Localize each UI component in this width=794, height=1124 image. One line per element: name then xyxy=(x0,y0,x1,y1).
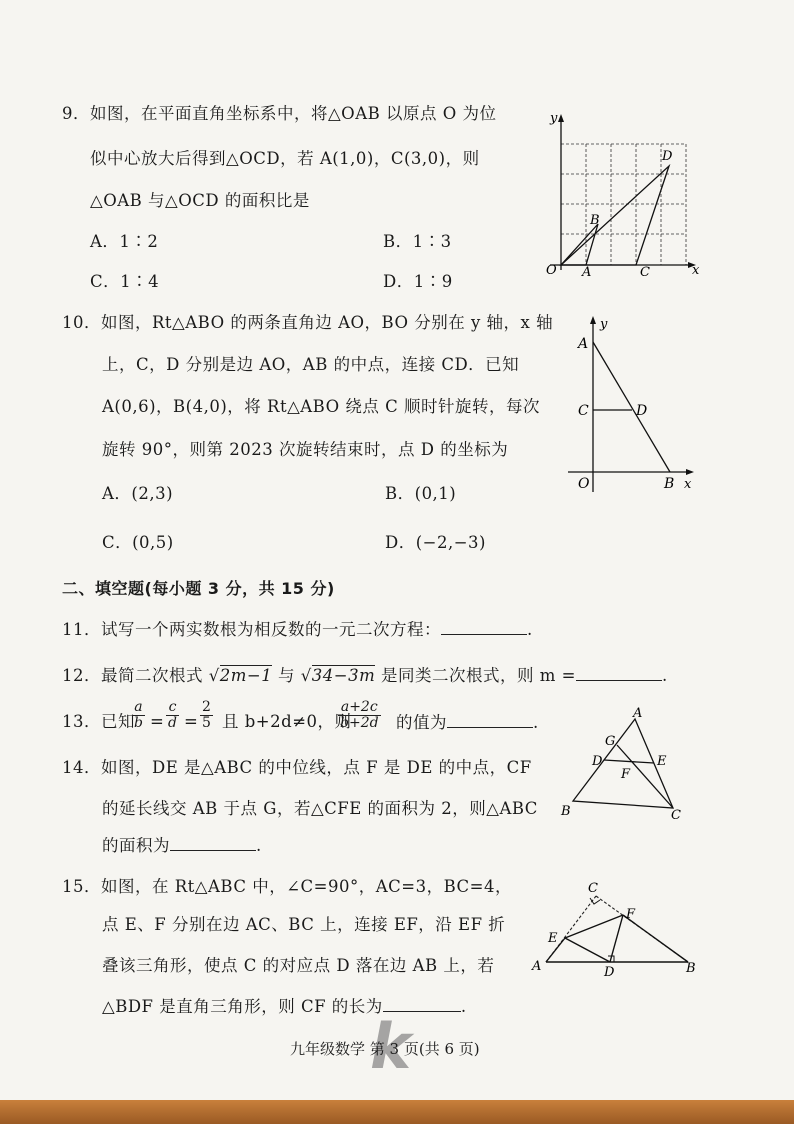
q9-option-a: A．1∶2 xyxy=(90,232,159,251)
q9-triangle-ocd xyxy=(561,166,669,265)
q13-f3-den: 5 xyxy=(202,715,211,731)
q13-fraction-target xyxy=(338,700,381,731)
q10-line4: 旋转 90°，则第 2023 次旋转结束时，点 D 的坐标为 xyxy=(102,440,509,459)
q15-line4: △BDF 是直角三角形，则 CF 的长为 xyxy=(102,997,383,1016)
q9-label-y: y xyxy=(550,111,558,126)
q14-answer-blank[interactable] xyxy=(170,834,256,851)
q13-answer-blank[interactable] xyxy=(447,711,533,728)
q14-label-f: F xyxy=(621,767,631,782)
desk-edge xyxy=(0,1100,794,1124)
q9-figure xyxy=(540,110,705,280)
q13-period: . xyxy=(533,713,539,732)
q10-label-o: O xyxy=(578,476,590,492)
q15-label-f: F xyxy=(626,907,636,922)
q14-line3-wrap xyxy=(102,834,262,857)
q15-label-e: E xyxy=(548,931,558,946)
q13-f3-num: 2 xyxy=(202,699,211,715)
q13-equals-2: = xyxy=(184,712,199,731)
q15-label-a: A xyxy=(532,959,542,974)
q12-radical-2: √34−3m xyxy=(300,666,376,685)
q9-option-d: D．1∶9 xyxy=(383,272,453,291)
q14-segment-de xyxy=(604,760,654,763)
q11-period: . xyxy=(527,620,533,639)
q10-option-b: B．(0,1) xyxy=(385,484,457,503)
q14-line3: 的面积为 xyxy=(102,836,170,855)
q10-label-d: D xyxy=(636,403,648,419)
q15-figure xyxy=(528,878,708,983)
q10-line3: A(0,6)，B(4,0)，将 Rt△ABO 绕点 C 顺时针旋转，每次 xyxy=(102,397,540,416)
q15-label-b: B xyxy=(686,961,696,976)
q14-line1: 14．如图，DE 是△ABC 的中位线，点 F 是 DE 的中点，CF xyxy=(62,758,532,777)
q15-label-c: C xyxy=(588,881,598,896)
q13-fraction-2-5 xyxy=(200,700,213,731)
q13-f1-den: b xyxy=(134,715,143,731)
q15-segment-ef xyxy=(565,915,623,938)
q11-answer-blank[interactable] xyxy=(441,618,527,635)
q13-condition: 且 b+2d≠0，则 xyxy=(222,712,352,731)
q9-option-b: B．1∶3 xyxy=(383,232,452,251)
q9-line3: △OAB 与△OCD 的面积比是 xyxy=(90,191,310,210)
q13-tail xyxy=(396,711,539,734)
q13-fraction-cd xyxy=(166,700,179,731)
q10-label-a: A xyxy=(578,336,589,352)
q13-f4-den: b+2d xyxy=(340,715,379,731)
q9-line2: 似中心放大后得到△OCD，若 A(1,0)，C(3,0)，则 xyxy=(90,149,480,168)
q14-label-b: B xyxy=(561,804,571,819)
q12-prefix: 12．最简二次根式 xyxy=(62,666,203,685)
q9-label-c: C xyxy=(640,265,650,280)
q13-suffix: 的值为 xyxy=(396,713,447,732)
q15-line2: 点 E、F 分别在边 AC、BC 上，连接 EF，沿 EF 折 xyxy=(102,915,506,934)
q10-line2: 上，C，D 分别是边 AO，AB 的中点，连接 CD．已知 xyxy=(102,355,520,374)
q10-label-x: x xyxy=(684,477,692,492)
q12-radical-1: √2m−1 xyxy=(208,666,273,685)
q14-label-d: D xyxy=(592,754,603,769)
q13-f2-num: c xyxy=(166,700,179,716)
page-footer: 九年级数学 第 3 页(共 6 页) xyxy=(290,1040,480,1058)
q15-line1: 15．如图，在 Rt△ABC 中，∠C=90°，AC=3，BC=4， xyxy=(62,877,512,896)
q15-line4-wrap xyxy=(102,995,467,1018)
q13-f2-den: d xyxy=(168,715,177,731)
q14-figure xyxy=(555,705,695,825)
q15-segment-ed xyxy=(565,938,610,962)
q10-label-y: y xyxy=(600,317,608,332)
q12-period: . xyxy=(661,666,668,685)
q14-label-a: A xyxy=(633,706,643,721)
q9-label-b: B xyxy=(590,213,600,228)
q9-label-x: x xyxy=(692,263,700,278)
q12-answer-blank[interactable] xyxy=(576,664,662,681)
q9-label-a: A xyxy=(582,265,592,280)
q14-label-e: E xyxy=(657,754,667,769)
watermark-k: k xyxy=(370,1010,412,1083)
q15-label-d: D xyxy=(604,965,615,980)
q10-figure xyxy=(560,310,700,495)
q14-label-c: C xyxy=(671,808,681,823)
q12-radicand-1: 2m−1 xyxy=(219,666,273,685)
q10-option-d: D．(−2,−3) xyxy=(385,533,486,552)
q10-line1: 10．如图，Rt△ABO 的两条直角边 AO，BO 分别在 y 轴，x 轴 xyxy=(62,313,554,332)
q10-option-c: C．(0,5) xyxy=(102,533,174,552)
q10-segment-ab xyxy=(593,342,670,472)
q9-triangle-oab xyxy=(561,224,598,265)
q13-equals-1: = xyxy=(150,712,165,731)
q13-prefix: 13．已知 xyxy=(62,712,135,731)
q9-option-c: C．1∶4 xyxy=(90,272,160,291)
q15-period: . xyxy=(460,997,467,1016)
q11-prompt: 11．试写一个两实数根为相反数的一元二次方程： xyxy=(62,620,441,639)
q13-fraction-ab xyxy=(132,700,145,731)
q12-suffix: 是同类二次根式，则 m = xyxy=(380,666,576,685)
q14-line2: 的延长线交 AB 于点 G，若△CFE 的面积为 2，则△ABC xyxy=(102,799,538,818)
q15-segment-fd xyxy=(610,915,623,962)
q12-text xyxy=(62,664,668,687)
section-heading-fill-in: 二、填空题(每小题 3 分，共 15 分) xyxy=(62,579,335,598)
q12-radicand-2: 34−3m xyxy=(311,666,376,685)
q14-period: . xyxy=(256,836,262,855)
q10-label-c: C xyxy=(578,403,589,419)
q14-label-g: G xyxy=(605,734,616,749)
q15-line3: 叠该三角形，使点 C 的对应点 D 落在边 AB 上，若 xyxy=(102,956,495,975)
q9-line1: 9．如图，在平面直角坐标系中，将△OAB 以原点 O 为位 xyxy=(62,104,497,123)
q9-label-o: O xyxy=(546,263,557,278)
q11-text xyxy=(62,618,533,641)
q10-option-a: A．(2,3) xyxy=(102,484,174,503)
q13-f4-num: a+2c xyxy=(338,700,381,716)
q12-and: 与 xyxy=(277,666,295,685)
q9-label-d: D xyxy=(662,149,673,164)
q13-f1-num: a xyxy=(132,700,145,716)
q10-label-b: B xyxy=(664,476,675,492)
